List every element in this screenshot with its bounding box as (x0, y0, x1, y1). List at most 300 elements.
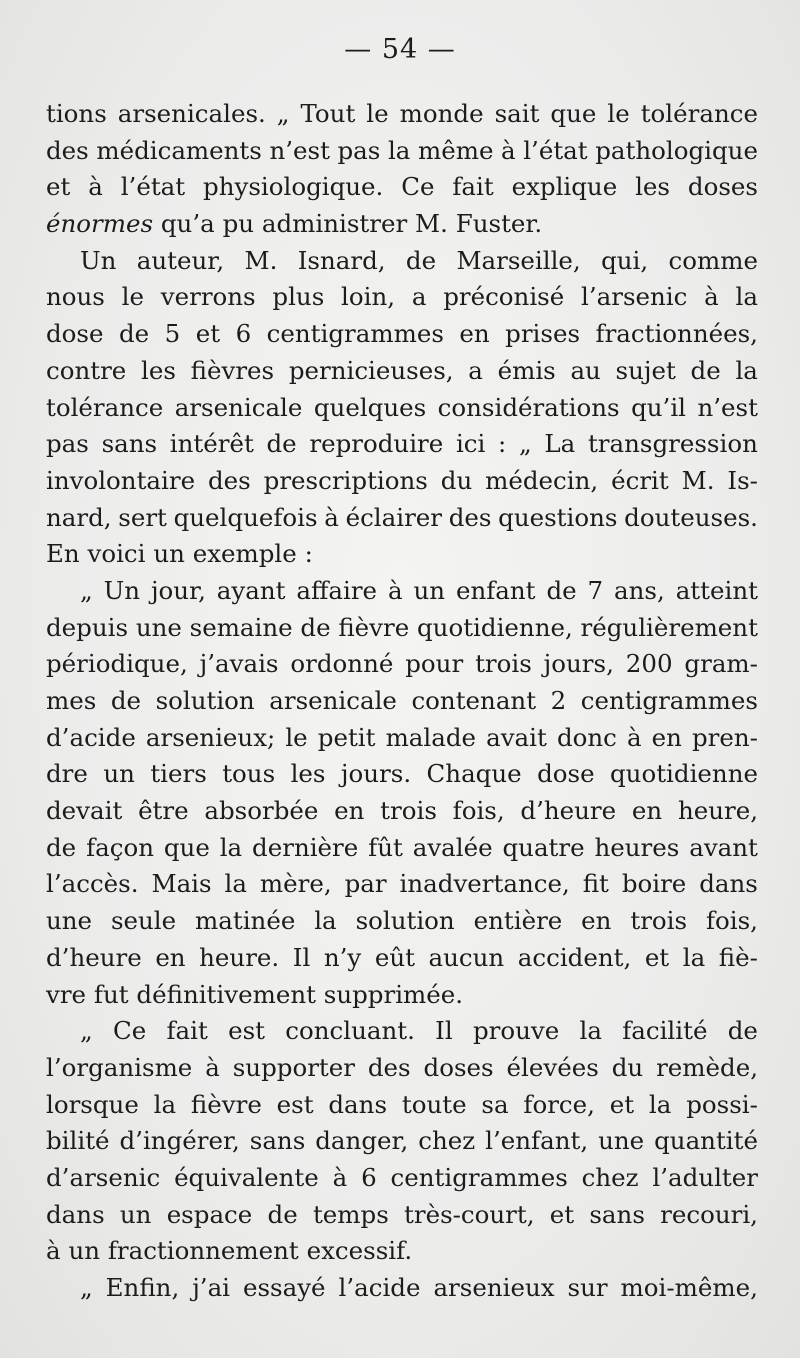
word: atteint (675, 575, 758, 605)
word: élevées (506, 1052, 599, 1082)
word: sujet (615, 355, 676, 385)
word: accident, (517, 942, 632, 972)
text-line (46, 756, 758, 793)
word: avalée (412, 832, 493, 862)
word: trois (630, 906, 688, 936)
word: qu’il (631, 392, 687, 422)
word: heure, (677, 796, 758, 826)
word: En (46, 539, 80, 569)
word: de (405, 245, 437, 275)
word: de (266, 429, 297, 459)
word: bilité (46, 1126, 110, 1156)
word: quelquefois (173, 502, 318, 532)
text-line (46, 353, 758, 390)
word: quotidienne, (417, 612, 573, 642)
word: Un (80, 245, 117, 275)
word: est (276, 1089, 314, 1119)
word: 200 (625, 649, 673, 679)
word: reproduire (309, 429, 444, 459)
word: fractionnées, (595, 319, 758, 349)
word: à (501, 135, 516, 165)
word: tolérance (640, 99, 758, 128)
word: petit (317, 722, 376, 752)
word: l’organisme (46, 1052, 193, 1082)
word: la (314, 906, 337, 936)
word: mère, (259, 869, 332, 899)
word: l’état (523, 135, 588, 165)
word: d’heure (520, 796, 617, 826)
text-line (46, 903, 758, 940)
word: et (195, 319, 221, 349)
word: heure. (199, 942, 280, 972)
word: l’état (120, 172, 186, 202)
word: fièvre (338, 612, 410, 642)
word: en (459, 319, 490, 349)
word: en (334, 796, 365, 826)
word: à (205, 1052, 220, 1082)
word: prouve (472, 1016, 560, 1046)
word: absorbée (204, 796, 319, 826)
word: la (735, 355, 758, 385)
word: une (598, 1126, 645, 1156)
word: monde (399, 99, 484, 128)
text-line (46, 1197, 758, 1234)
word: arsenieux (433, 1273, 555, 1302)
text-line (46, 500, 758, 537)
word: l’adulter (652, 1162, 758, 1192)
word: quelques (313, 392, 427, 422)
text-line (46, 206, 758, 243)
word: d’arsenic (46, 1162, 161, 1192)
word: centigrammes (266, 319, 444, 349)
word: fois, (705, 906, 758, 936)
word: définitivement (136, 979, 316, 1009)
text-line (46, 610, 758, 647)
word: d’ingérer, (119, 1126, 240, 1156)
word: au (570, 355, 601, 385)
word: est (228, 1016, 266, 1046)
word: de (46, 832, 77, 862)
word: pour (405, 649, 464, 679)
word: seule (110, 906, 177, 936)
text-line (46, 1087, 758, 1124)
word: les (635, 172, 671, 202)
word: pathologique (595, 135, 758, 165)
word: Il (435, 1016, 453, 1046)
word: en (155, 942, 186, 972)
word: de (690, 355, 721, 385)
word: des (207, 465, 251, 495)
word: avait (486, 722, 547, 752)
word: énormes (46, 209, 154, 239)
word: supprimée. (323, 979, 464, 1009)
word: façon (86, 832, 154, 862)
word: à (88, 172, 103, 202)
text-line (46, 133, 758, 170)
word: la (579, 1016, 602, 1046)
word: „ (518, 429, 532, 459)
word: sa (481, 1089, 509, 1119)
word: dans (328, 1089, 388, 1119)
word: auteur, (136, 245, 225, 275)
word: que (550, 99, 597, 128)
text-line (46, 279, 758, 316)
word: solution (355, 906, 455, 936)
word: Enfin, (105, 1273, 180, 1302)
word: trois (475, 649, 532, 679)
word: vre (46, 979, 87, 1009)
word: tous (222, 759, 276, 789)
word: prises (505, 319, 581, 349)
word: comme (668, 245, 758, 275)
word: quatre (502, 832, 585, 862)
word: La (544, 429, 576, 459)
word: qu’a (160, 209, 215, 239)
word: et (644, 942, 670, 972)
word: et (609, 1089, 635, 1119)
word: solution (155, 686, 255, 715)
word: en (651, 722, 682, 752)
word: de (110, 686, 142, 715)
word: exemple (192, 539, 297, 569)
text-line (46, 793, 758, 830)
word: mes (46, 686, 97, 715)
word: donc (556, 722, 617, 752)
word: 6 (361, 1162, 377, 1192)
word: la (387, 135, 411, 165)
text-line (46, 536, 758, 573)
word: affaire (296, 575, 378, 605)
word: l’enfant, (485, 1126, 589, 1156)
word: jours. (340, 759, 412, 789)
word: sans (249, 1126, 306, 1156)
word: 5 (164, 319, 181, 349)
word: fit (582, 869, 609, 899)
word: n’y (323, 942, 362, 972)
word: recouri, (660, 1199, 758, 1229)
word: voici (87, 539, 146, 569)
word: de (119, 319, 150, 349)
word: régulièrement (580, 612, 758, 642)
word: très-court, (404, 1199, 535, 1229)
word: les (141, 355, 176, 385)
word: plus (272, 282, 325, 312)
word: force, (523, 1089, 595, 1119)
word: et (46, 172, 71, 202)
word: en (581, 906, 612, 936)
word: un (103, 759, 135, 789)
text-line (46, 830, 758, 867)
word: „ (80, 1016, 93, 1046)
word: que (163, 832, 210, 862)
text-line (46, 1160, 758, 1197)
word: Isnard, (297, 245, 386, 275)
word: ans, (614, 575, 665, 605)
word: le (366, 99, 389, 128)
word: : (498, 429, 507, 459)
word: qui, (601, 245, 649, 275)
word: Il (292, 942, 311, 972)
word: contre (46, 355, 127, 385)
word: arsenicale (174, 392, 303, 422)
word: eût (374, 942, 415, 972)
word: remède, (656, 1052, 758, 1082)
word: 7 (587, 575, 604, 605)
word: une (46, 906, 93, 936)
word: ordonné (290, 649, 394, 679)
word: à (626, 722, 642, 752)
word: l’accès. (46, 869, 139, 899)
word: a (468, 355, 483, 385)
word: j’ai (192, 1273, 231, 1302)
text-line (46, 463, 758, 500)
text-line (46, 96, 758, 133)
word: centigrammes (580, 686, 758, 715)
word: enfant (455, 575, 536, 605)
word: quantité (654, 1126, 758, 1156)
word: prescriptions (263, 465, 428, 495)
word: aucun (428, 942, 505, 972)
word: pu (222, 209, 255, 239)
word: M. (681, 465, 715, 495)
word: inadvertance, (399, 869, 570, 899)
word: „ (276, 99, 290, 128)
word: fut (93, 979, 129, 1009)
word: des (367, 1052, 411, 1082)
word: médicaments (96, 135, 262, 165)
word: espace (166, 1199, 253, 1229)
word: jour, (150, 575, 206, 605)
word: la (735, 282, 758, 312)
word: facilité (622, 1016, 708, 1046)
word: la (219, 832, 243, 862)
word: un (119, 1199, 152, 1229)
word: la (648, 1089, 672, 1119)
word: arsenieux; (145, 722, 276, 752)
word: contenant (411, 686, 537, 715)
word: possi- (686, 1089, 758, 1119)
word: nous (46, 282, 105, 312)
word: n’est (269, 135, 330, 165)
word: considérations (437, 392, 620, 422)
word: fois, (452, 796, 505, 826)
word: de (267, 1199, 298, 1229)
word: pas (46, 429, 89, 459)
word: physiologique. (203, 172, 384, 202)
word: ayant (216, 575, 286, 605)
word: la (153, 1089, 177, 1119)
word: en (631, 796, 663, 826)
word: danger, (315, 1126, 409, 1156)
word: Chaque (426, 759, 522, 789)
body-text (46, 96, 758, 1307)
word: pren- (692, 722, 758, 752)
word: de (300, 612, 331, 642)
text-line (46, 426, 758, 463)
word: éclairer (345, 502, 442, 532)
word: : (304, 539, 313, 569)
word: sans (101, 429, 158, 459)
word: un (153, 539, 185, 569)
word: équivalente (174, 1162, 319, 1192)
text-line (46, 866, 758, 903)
word: d’heure (46, 942, 142, 972)
word: malade (385, 722, 477, 752)
word: fractionnement (107, 1236, 299, 1266)
word: même (417, 135, 494, 165)
word: Mais (151, 869, 212, 899)
word: Tout (300, 99, 356, 128)
word: par (344, 869, 387, 899)
word: doses (423, 1052, 494, 1082)
word: un (413, 575, 446, 605)
word: jours, (543, 649, 614, 679)
word: émis (497, 355, 556, 385)
word: dose (537, 759, 595, 789)
word: 2 (550, 686, 567, 715)
word: des (46, 135, 89, 165)
text-line (46, 169, 758, 206)
word: chez (418, 1126, 476, 1156)
word: dans (46, 1199, 105, 1229)
word: dre (46, 759, 88, 789)
text-line (46, 1013, 758, 1050)
word: arsenicale (269, 686, 397, 715)
word: Un (103, 575, 141, 605)
text-line (46, 1270, 758, 1307)
word: dernière (252, 832, 359, 862)
word: Ce (401, 172, 435, 202)
word: du (611, 1052, 644, 1082)
text-line (46, 316, 758, 353)
text-line (46, 940, 758, 977)
word: fiè- (718, 942, 758, 972)
word: excessif. (306, 1236, 413, 1266)
text-line (46, 977, 758, 1014)
word: Marseille, (456, 245, 581, 275)
word: la (682, 942, 706, 972)
word: depuis (46, 612, 129, 642)
text-line (46, 683, 758, 720)
word: de (546, 575, 577, 605)
word: ici (455, 429, 486, 459)
text-line (46, 646, 758, 683)
word: Is- (727, 465, 758, 495)
word: l’arsenic (581, 282, 688, 312)
word: 6 (235, 319, 252, 349)
word: médecin, (485, 465, 599, 495)
word: le (285, 722, 308, 752)
word: entière (473, 906, 563, 936)
word: moi-même, (620, 1273, 758, 1302)
text-line (46, 390, 758, 427)
word: n’est (697, 392, 758, 422)
word: tolérance (46, 392, 164, 422)
text-line (46, 243, 758, 280)
word: l’acide (338, 1273, 421, 1302)
word: la (224, 869, 247, 899)
word: supporter (232, 1052, 355, 1082)
word: une (135, 612, 182, 642)
word: un (68, 1236, 100, 1266)
word: explique (511, 172, 618, 202)
word: centigrammes (390, 1162, 568, 1192)
word: à (46, 1236, 61, 1266)
word: quotidienne (610, 759, 758, 789)
word: arsenicales. (117, 99, 266, 128)
word: à (704, 282, 719, 312)
word: intérêt (169, 429, 254, 459)
word: temps (312, 1199, 389, 1229)
word: dose (46, 319, 104, 349)
text-line (46, 1233, 758, 1270)
word: de (727, 1016, 758, 1046)
word: doses (687, 172, 758, 202)
word: fait (166, 1016, 208, 1046)
word: verrons (160, 282, 256, 312)
word: M. (415, 209, 448, 239)
word: questions (498, 502, 618, 532)
word: a (411, 282, 427, 312)
word: transgression (587, 429, 758, 459)
word: sur (567, 1273, 608, 1302)
word: heures (594, 832, 680, 862)
word: fièvres (190, 355, 275, 385)
word: pas (337, 135, 381, 165)
word: être (138, 796, 189, 826)
word: du (440, 465, 473, 495)
text-line (46, 1123, 758, 1160)
word: essayé (242, 1273, 326, 1302)
word: chez (581, 1162, 639, 1192)
word: périodique, (46, 649, 188, 679)
word: Ce (112, 1016, 147, 1046)
word: loin, (341, 282, 396, 312)
word: sans (589, 1199, 645, 1229)
word: tions (46, 99, 107, 128)
word: devait (46, 796, 123, 826)
word: Fuster. (455, 209, 543, 239)
word: le (607, 99, 630, 128)
word: lorsque (46, 1089, 139, 1119)
word: „ (80, 1273, 93, 1302)
word: fût (368, 832, 403, 862)
word: sert (118, 502, 167, 532)
page-number: — 54 — (344, 34, 456, 65)
word: préconisé (443, 282, 565, 312)
text-line (46, 1050, 758, 1087)
word: involontaire (46, 465, 196, 495)
word: des (448, 502, 492, 532)
word: sait (494, 99, 540, 128)
word: à (324, 502, 339, 532)
word: concluant. (285, 1016, 415, 1046)
word: le (121, 282, 144, 312)
word: dans (699, 869, 758, 899)
word: fait (452, 172, 494, 202)
word: nard, (46, 502, 112, 532)
word: et (549, 1199, 575, 1229)
word: matinée (195, 906, 296, 936)
word: administrer (261, 209, 408, 239)
word: M. (244, 245, 278, 275)
word: écrit (611, 465, 669, 495)
word: tiers (150, 759, 207, 789)
word: gram- (684, 649, 758, 679)
word: douteuses. (624, 502, 758, 532)
word: pernicieuses, (288, 355, 454, 385)
text-line (46, 573, 758, 610)
